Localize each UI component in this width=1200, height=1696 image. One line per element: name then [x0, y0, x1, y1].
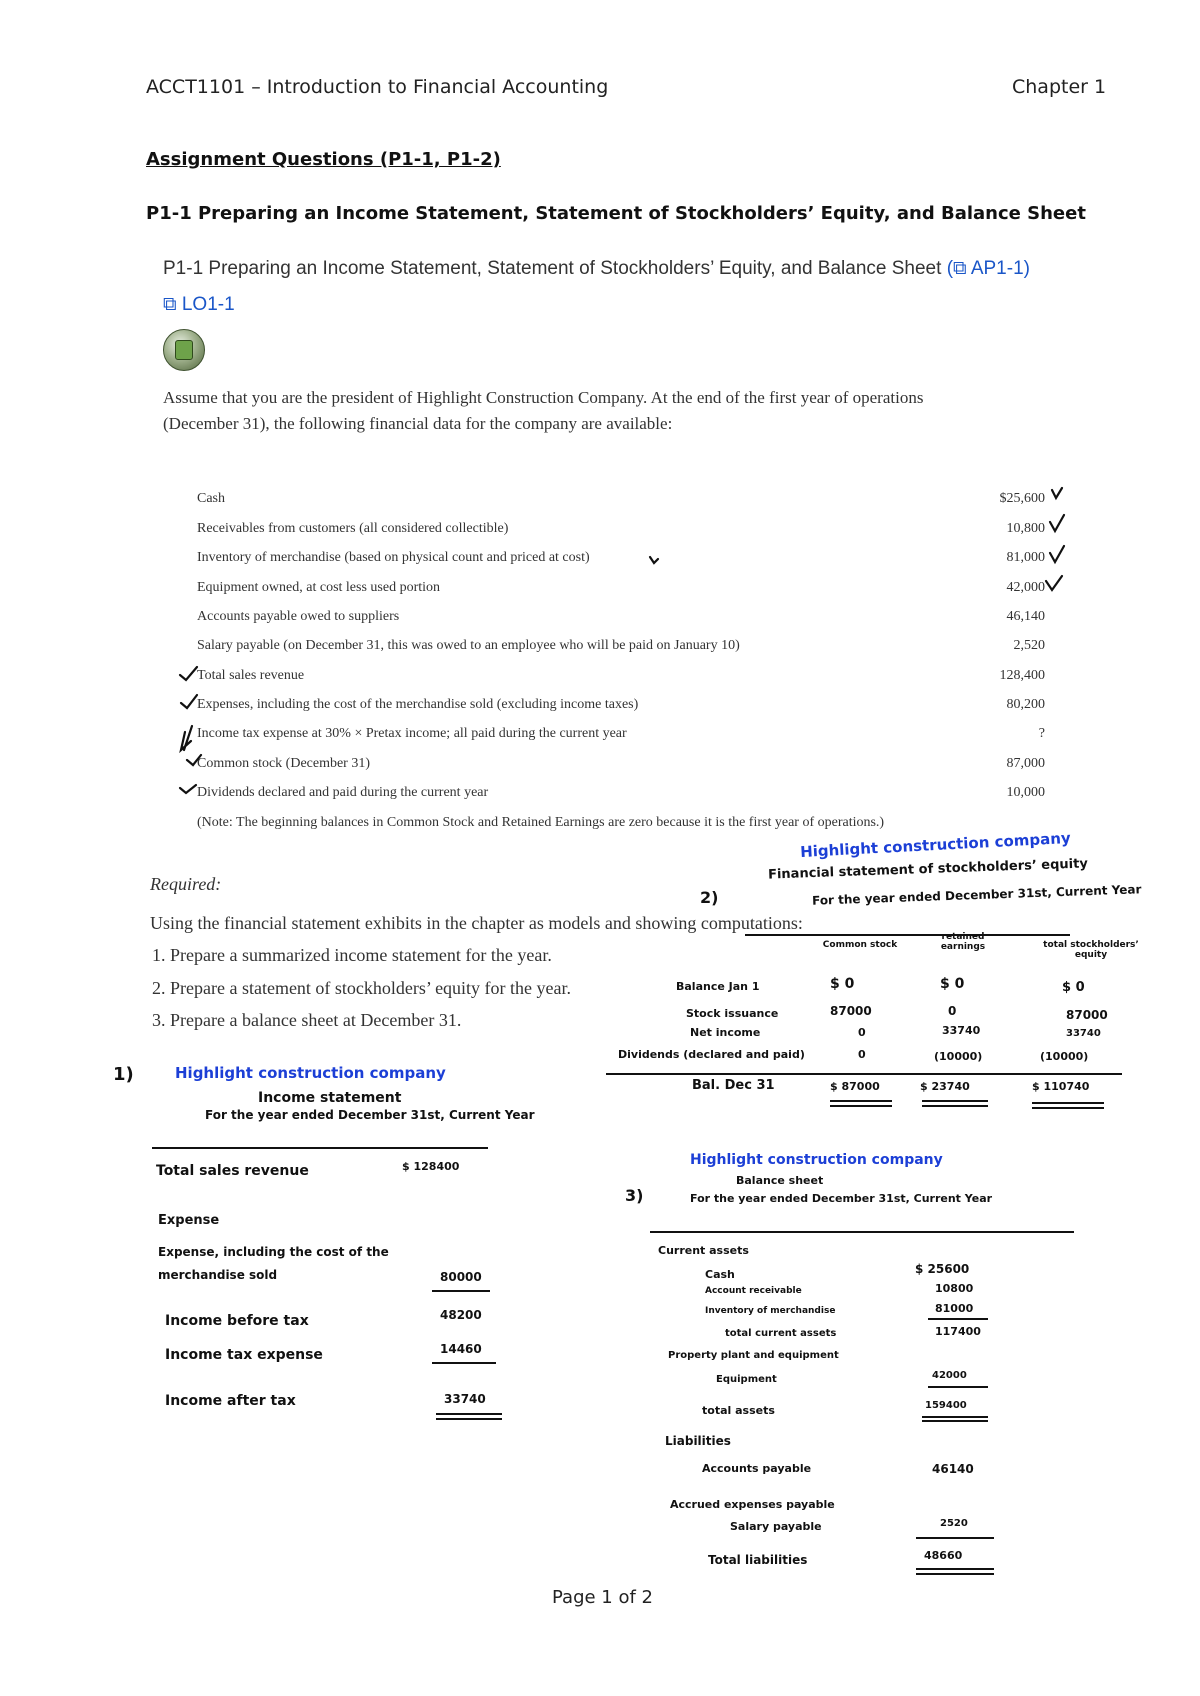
equity-row-label: Net income	[690, 1026, 761, 1039]
required-intro: Using the financial statement exhibits in the chapter as models and showing computations:	[150, 913, 803, 933]
ap-link[interactable]: (⧉ AP1-1)	[946, 258, 1030, 279]
cash-label: Cash	[705, 1268, 735, 1281]
ap-value: 46140	[932, 1462, 974, 1476]
required-label: Required:	[150, 874, 222, 894]
double-underline	[922, 1420, 988, 1422]
equipment-value: 42000	[932, 1370, 967, 1381]
equity-total: $ 0	[1062, 980, 1085, 995]
item-value: $25,600	[999, 491, 1045, 506]
lo-link-text: LO1-1	[181, 294, 235, 315]
equity-end-label: Bal. Dec 31	[692, 1078, 775, 1093]
double-underline	[916, 1573, 994, 1575]
inventory-value: 81000	[935, 1302, 974, 1315]
ppe-label: Property plant and equipment	[668, 1350, 839, 1361]
underline	[916, 1537, 994, 1539]
equity-end-total: $ 110740	[1032, 1080, 1090, 1093]
item-label: Total sales revenue	[197, 668, 305, 683]
net-income-label: Income after tax	[165, 1393, 296, 1409]
equity-retained: 0	[948, 1004, 957, 1018]
item-value: 87,000	[1006, 756, 1045, 771]
equity-end-common: $ 87000	[830, 1080, 880, 1093]
external-link-icon: ⧉	[163, 294, 177, 315]
task: 1. Prepare a summarized income statement for the year.	[152, 945, 552, 965]
equity-total: 33740	[1066, 1028, 1101, 1039]
col-total: total stockholders’ equity	[1043, 940, 1139, 960]
income-number: 1)	[113, 1064, 134, 1085]
note: (Note: The beginning balances in Common Stock and Retained Earnings are zero because it is the first year of operations.)	[197, 815, 885, 830]
item-value: 2,520	[1013, 638, 1045, 653]
equity-end-retained: $ 23740	[920, 1080, 970, 1093]
equity-common: $ 0	[830, 976, 855, 992]
section-title: P1-1 Preparing an Income Statement, Statement of Stockholders’ Equity, and Balance Sheet	[146, 203, 1086, 224]
item-label: Equipment owned, at cost less used portion	[197, 580, 441, 595]
check-icon	[180, 667, 197, 680]
double-underline	[922, 1416, 988, 1418]
income-period: For the year ended December 31st, Current Year	[205, 1108, 535, 1122]
check-icon	[181, 695, 197, 708]
check-icon	[187, 755, 201, 765]
external-link-icon: ⧉	[953, 258, 967, 279]
divider	[650, 1231, 1074, 1233]
item-value: ?	[1038, 726, 1045, 741]
tca-label: total current assets	[725, 1328, 837, 1339]
assignment-title: Assignment Questions (P1-1, P1-2)	[146, 149, 501, 170]
double-underline	[922, 1105, 988, 1107]
check-icon	[1050, 515, 1064, 531]
tax-value: 14460	[440, 1342, 482, 1356]
balance-title: Balance sheet	[736, 1174, 824, 1187]
equipment-label: Equipment	[716, 1374, 777, 1385]
underline	[928, 1318, 988, 1320]
task: 2. Prepare a statement of stockholders’ equity for the year.	[152, 978, 572, 998]
cash-value: $ 25600	[915, 1262, 970, 1276]
pretax-value: 48200	[440, 1308, 482, 1322]
divider	[606, 1073, 1122, 1075]
expense-label: Expense, including the cost of the	[158, 1245, 389, 1259]
equity-common: 0	[858, 1026, 866, 1039]
equity-retained: (10000)	[934, 1050, 983, 1063]
salary-label: Salary payable	[730, 1520, 822, 1533]
task: 3. Prepare a balance sheet at December 31.	[152, 1010, 462, 1030]
equity-number: 2)	[700, 888, 719, 907]
item-value: 10,800	[1006, 521, 1045, 536]
double-underline	[916, 1568, 994, 1570]
equity-retained: 33740	[942, 1024, 981, 1037]
pretax-label: Income before tax	[165, 1313, 309, 1329]
total-liabilities-label: Total liabilities	[708, 1553, 808, 1567]
expense-label: merchandise sold	[158, 1268, 278, 1282]
double-underline	[436, 1418, 502, 1420]
double-underline	[830, 1100, 892, 1102]
total-assets-label: total assets	[702, 1404, 775, 1417]
item-value: 80,200	[1006, 697, 1045, 712]
page-number: Page 1 of 2	[552, 1587, 653, 1608]
item-value: 128,400	[999, 668, 1045, 683]
revenue-label: Total sales revenue	[156, 1163, 309, 1179]
balance-company: Highlight construction company	[690, 1152, 943, 1168]
item-label: Inventory of merchandise (based on physical count and priced at cost)	[197, 550, 590, 565]
equity-title: Financial statement of stockholders’ equity	[767, 856, 1089, 883]
balance-number: 3)	[625, 1186, 644, 1205]
net-income-value: 33740	[444, 1392, 486, 1406]
underline	[432, 1290, 490, 1292]
item-value: 81,000	[1006, 550, 1045, 565]
liabilities-label: Liabilities	[665, 1434, 731, 1448]
divider	[152, 1147, 488, 1149]
income-company: Highlight construction company	[175, 1064, 446, 1082]
equity-common: 87000	[830, 1004, 872, 1018]
double-underline	[922, 1100, 988, 1102]
current-assets-label: Current assets	[658, 1244, 749, 1257]
double-underline	[1032, 1107, 1104, 1109]
check-icon	[1050, 546, 1064, 562]
tca-value: 117400	[935, 1325, 981, 1338]
item-label: Common stock (December 31)	[197, 756, 371, 771]
inventory-label: Inventory of merchandise	[705, 1306, 836, 1316]
check-icon	[181, 726, 192, 750]
item-value: 46,140	[1006, 609, 1045, 624]
ar-label: Account receivable	[705, 1286, 802, 1296]
underline	[432, 1362, 496, 1364]
total-assets-value: 159400	[925, 1400, 967, 1411]
equity-common: 0	[858, 1048, 866, 1061]
item-label: Accounts payable owed to suppliers	[197, 609, 400, 624]
item-label: Cash	[197, 491, 225, 506]
double-underline	[1032, 1102, 1104, 1104]
check-icon	[650, 557, 658, 563]
check-icon	[180, 785, 196, 793]
equity-total: (10000)	[1040, 1050, 1089, 1063]
item-label: Salary payable (on December 31, this was owed to an employee who will be paid on January 10)	[197, 638, 740, 653]
problem-title-text: P1-1 Preparing an Income Statement, Statement of Stockholders’ Equity, and Balance Sheet	[163, 258, 942, 279]
intro-line-1: Assume that you are the president of Highlight Construction Company. At the end of the first year of operations	[163, 388, 924, 407]
equity-row-label: Dividends (declared and paid)	[618, 1048, 805, 1061]
equity-row-label: Balance Jan 1	[676, 980, 760, 993]
item-value: 42,000	[1006, 580, 1045, 595]
equity-company: Highlight construction company	[799, 828, 1072, 862]
check-icon	[1052, 488, 1062, 498]
salary-value: 2520	[940, 1518, 968, 1529]
underline	[928, 1386, 988, 1388]
item-label: Income tax expense at 30% × Pretax income; all paid during the current year	[197, 726, 627, 741]
tax-label: Income tax expense	[165, 1347, 323, 1363]
income-title: Income statement	[258, 1090, 402, 1106]
underline	[745, 934, 1070, 936]
intro-line-2: (December 31), the following financial data for the company are available:	[163, 414, 673, 433]
revenue-value: $ 128400	[402, 1160, 460, 1173]
item-label: Receivables from customers (all considered collectible)	[197, 521, 509, 536]
equity-total: 87000	[1066, 1008, 1108, 1022]
check-icon	[1046, 576, 1062, 590]
col-retained: retained earnings	[940, 932, 986, 952]
item-label: Dividends declared and paid during the current year	[197, 785, 489, 800]
item-value: 10,000	[1006, 785, 1045, 800]
equity-period: For the year ended December 31st, Current Year	[811, 882, 1142, 908]
expense-value: 80000	[440, 1270, 482, 1284]
double-underline	[436, 1413, 502, 1415]
equity-row-label: Stock issuance	[686, 1007, 779, 1020]
ar-value: 10800	[935, 1282, 974, 1295]
ap-label: Accounts payable	[702, 1462, 812, 1475]
equity-retained: $ 0	[940, 976, 965, 992]
accrued-label: Accrued expenses payable	[670, 1498, 835, 1511]
col-common: Common stock	[822, 940, 898, 950]
chapter-label: Chapter 1	[1012, 76, 1107, 98]
expense-header: Expense	[158, 1213, 220, 1228]
course-title: ACCT1101 – Introduction to Financial Accounting	[146, 76, 609, 98]
item-label: Expenses, including the cost of the merchandise sold (excluding income taxes)	[197, 697, 639, 712]
double-underline	[830, 1105, 892, 1107]
total-liabilities-value: 48660	[924, 1549, 963, 1562]
balance-period: For the year ended December 31st, Current Year	[690, 1192, 993, 1205]
